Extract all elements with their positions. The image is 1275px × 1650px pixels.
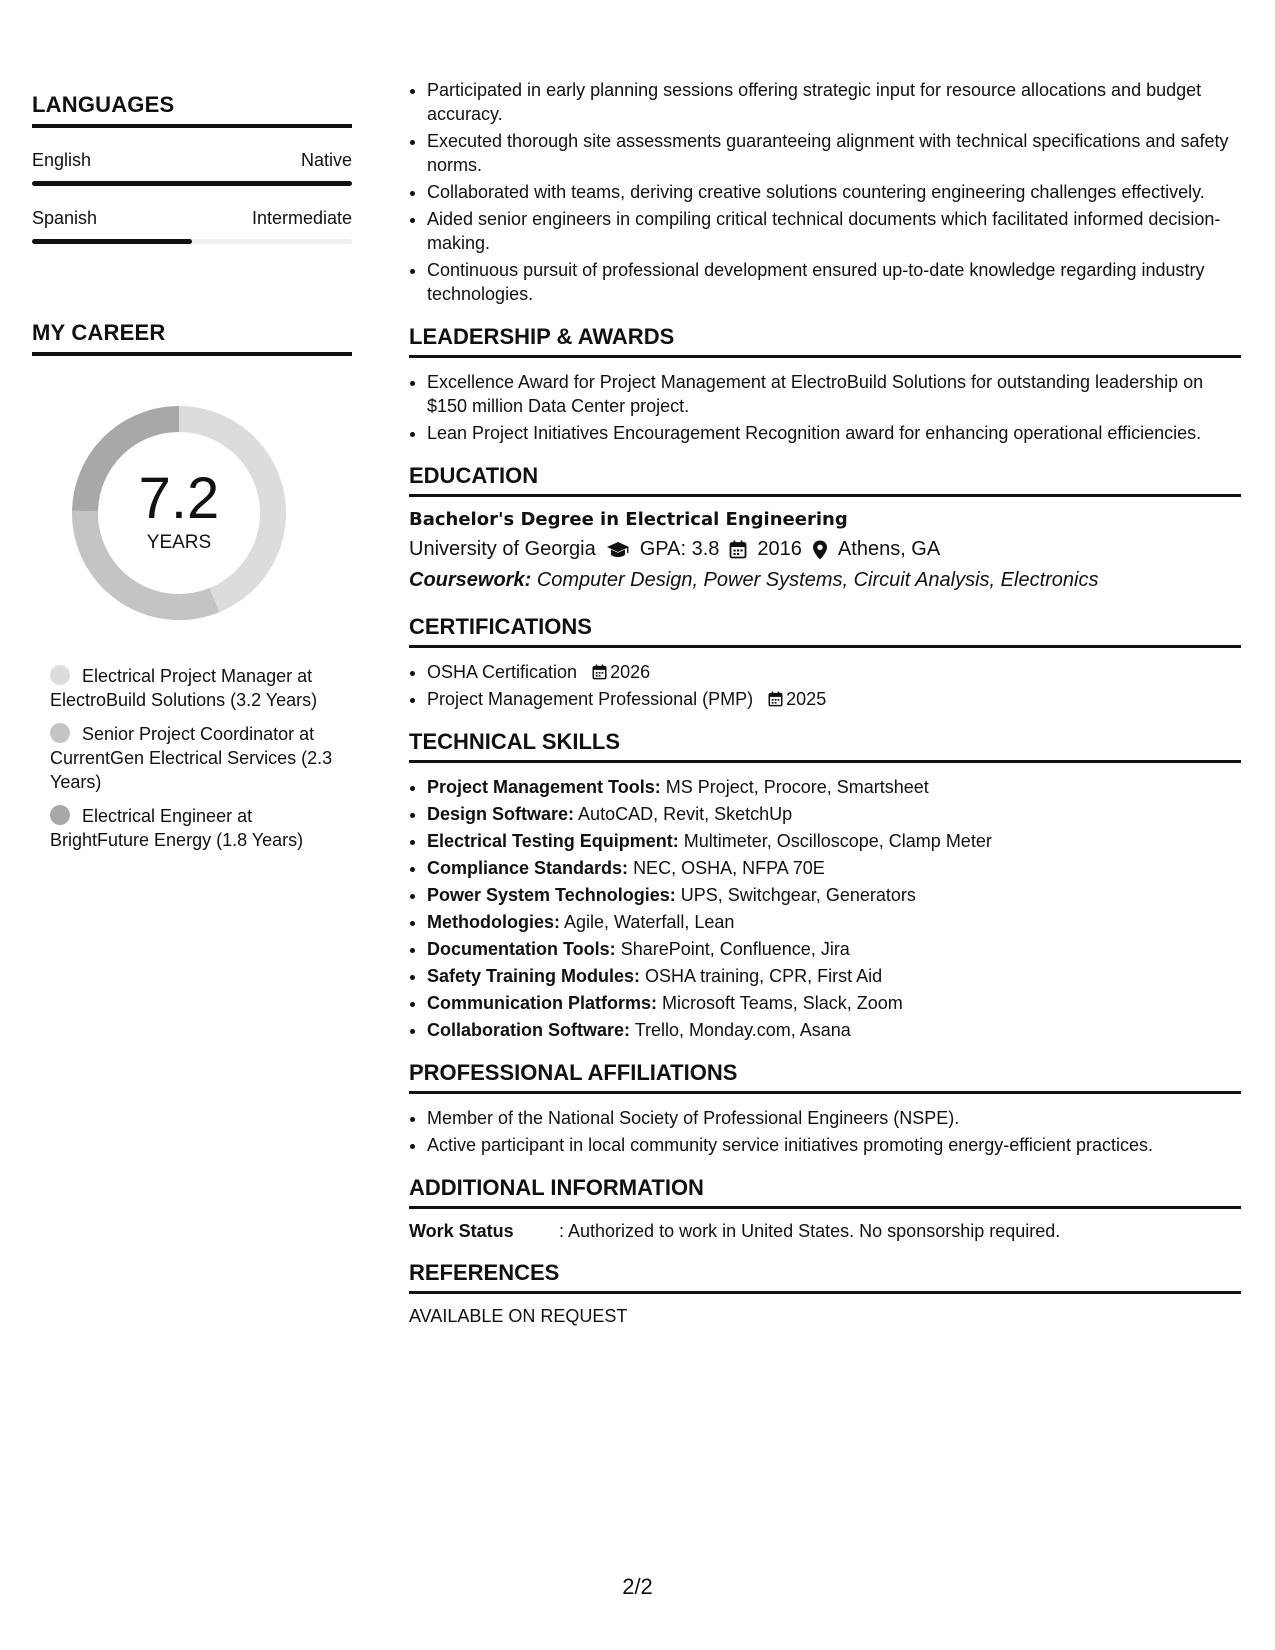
skill-value: NEC, OSHA, NFPA 70E xyxy=(633,858,825,878)
map-pin-icon xyxy=(812,538,828,561)
legend-dot-icon xyxy=(50,723,70,743)
affiliation-item: • Member of the National Society of Professional Engineers (NSPE). xyxy=(427,1106,1241,1130)
school-name: University of Georgia xyxy=(409,538,596,560)
career-legend-item xyxy=(50,664,340,712)
language-name: Spanish xyxy=(32,208,98,228)
skill-value: MS Project, Procore, Smartsheet xyxy=(665,777,929,797)
career-donut-chart xyxy=(64,398,294,628)
skill-value: SharePoint, Confluence, Jira xyxy=(620,939,850,959)
career-years-unit: YEARS xyxy=(146,532,212,553)
skill-label: Design Software: xyxy=(427,804,575,824)
certification-name: Project Management Professional (PMP) xyxy=(427,689,754,709)
award-item: • Lean Project Initiatives Encouragement Recognition award for enhancing operational efficiencies. xyxy=(427,421,1241,445)
additional-info-section xyxy=(409,1175,1241,1242)
career-total-years: 7.2 xyxy=(138,466,220,531)
legend-dot-icon xyxy=(50,805,70,825)
certification-item xyxy=(427,687,1241,711)
certifications-title: CERTIFICATIONS xyxy=(409,614,1241,648)
education-meta xyxy=(409,538,1241,561)
skill-value: OSHA training, CPR, First Aid xyxy=(645,966,883,986)
legend-dot-icon xyxy=(50,665,70,685)
skill-label: Safety Training Modules: xyxy=(427,966,641,986)
references-title: REFERENCES xyxy=(409,1260,1241,1294)
coursework xyxy=(409,569,1241,592)
language-item xyxy=(32,150,352,186)
career-legend-text: Electrical Engineer at BrightFuture Energy (1.8 Years) xyxy=(50,806,304,850)
skill-item xyxy=(427,775,1241,799)
language-name: English xyxy=(32,150,92,170)
work-status-row xyxy=(409,1221,1241,1242)
references-section xyxy=(409,1260,1241,1327)
leadership-title: LEADERSHIP & AWARDS xyxy=(409,324,1241,358)
skill-value: AutoCAD, Revit, SketchUp xyxy=(578,804,793,824)
work-status-label: Work Status xyxy=(409,1221,514,1241)
left-column xyxy=(32,92,352,862)
skill-label: Communication Platforms: xyxy=(427,993,658,1013)
language-level: Intermediate xyxy=(251,208,352,228)
skill-label: Power System Technologies: xyxy=(427,885,676,905)
education-section xyxy=(409,463,1241,592)
career-legend-item xyxy=(50,804,340,852)
skill-item xyxy=(427,910,1241,934)
certification-name: OSHA Certification xyxy=(427,662,578,682)
skill-label: Electrical Testing Equipment: xyxy=(427,831,679,851)
references-text: AVAILABLE ON REQUEST xyxy=(409,1306,628,1326)
calendar-icon xyxy=(729,538,747,561)
experience-bullet: • Aided senior engineers in compiling critical technical documents which facilitated informed decision-making. xyxy=(427,207,1241,255)
degree-name: Bachelor's Degree in Electrical Engineering xyxy=(409,509,848,530)
career-title: MY CAREER xyxy=(32,320,352,356)
skills-section xyxy=(409,729,1241,1042)
skill-item xyxy=(427,937,1241,961)
calendar-icon xyxy=(592,662,610,682)
language-level: Native xyxy=(300,150,352,170)
education-title: EDUCATION xyxy=(409,463,1241,497)
experience-bullet: • Collaborated with teams, deriving creative solutions countering engineering challenges effectively. xyxy=(427,180,1241,204)
skill-label: Collaboration Software: xyxy=(427,1020,631,1040)
skill-label: Documentation Tools: xyxy=(427,939,616,959)
skill-label: Compliance Standards: xyxy=(427,858,629,878)
affiliation-item: • Active participant in local community service initiatives promoting energy-efficient practices. xyxy=(427,1133,1241,1157)
calendar-icon xyxy=(768,689,786,709)
skill-item xyxy=(427,802,1241,826)
school-location: Athens, GA xyxy=(837,538,941,560)
certifications-section xyxy=(409,614,1241,711)
coursework-label: Coursework: xyxy=(409,569,532,591)
affiliations-title: PROFESSIONAL AFFILIATIONS xyxy=(409,1060,1241,1094)
experience-bullet: • Continuous pursuit of professional development ensured up-to-date knowledge regarding industry technologies. xyxy=(427,258,1241,306)
skill-item xyxy=(427,883,1241,907)
additional-info-title: ADDITIONAL INFORMATION xyxy=(409,1175,1241,1209)
right-column xyxy=(409,78,1241,1327)
skill-item xyxy=(427,829,1241,853)
skill-item xyxy=(427,856,1241,880)
coursework-list: Computer Design, Power Systems, Circuit Analysis, Electronics xyxy=(536,569,1099,591)
skill-item xyxy=(427,964,1241,988)
skills-title: TECHNICAL SKILLS xyxy=(409,729,1241,763)
certification-year: 2026 xyxy=(610,662,651,682)
skill-item xyxy=(427,991,1241,1015)
skill-label: Methodologies: xyxy=(427,912,560,932)
award-item: • Excellence Award for Project Management at ElectroBuild Solutions for outstanding leadership on $150 million Data Center project. xyxy=(427,370,1241,418)
leadership-section xyxy=(409,324,1241,445)
affiliations-section xyxy=(409,1060,1241,1157)
language-proficiency-fill xyxy=(32,239,192,244)
graduation-cap-icon xyxy=(606,538,630,561)
skill-value: Microsoft Teams, Slack, Zoom xyxy=(662,993,903,1013)
career-legend-item xyxy=(50,722,340,794)
graduation-year: 2016 xyxy=(757,538,802,560)
skill-value: UPS, Switchgear, Generators xyxy=(680,885,916,905)
gpa: GPA: 3.8 xyxy=(639,538,720,560)
language-proficiency-fill xyxy=(32,181,352,186)
language-item xyxy=(32,208,352,244)
experience-bullet: • Executed thorough site assessments guaranteeing alignment with technical specifications and safety norms. xyxy=(427,129,1241,177)
certification-item xyxy=(427,660,1241,684)
career-legend-text: Senior Project Coordinator at CurrentGen Electrical Services (2.3 Years) xyxy=(50,724,333,792)
work-status-value: : Authorized to work in United States. No sponsorship required. xyxy=(559,1221,1061,1241)
career-legend-text: Electrical Project Manager at ElectroBuild Solutions (3.2 Years) xyxy=(50,666,318,710)
skill-item xyxy=(427,1018,1241,1042)
career-legend xyxy=(50,664,340,852)
experience-bullet: • Participated in early planning sessions offering strategic input for resource allocations and budget accuracy. xyxy=(427,78,1241,126)
languages-title: LANGUAGES xyxy=(32,92,352,128)
page-number: 2/2 xyxy=(622,1574,653,1599)
language-proficiency-bar xyxy=(32,181,352,186)
certification-year: 2025 xyxy=(786,689,827,709)
skill-value: Multimeter, Oscilloscope, Clamp Meter xyxy=(683,831,992,851)
skill-value: Trello, Monday.com, Asana xyxy=(634,1020,851,1040)
skill-value: Agile, Waterfall, Lean xyxy=(564,912,735,932)
language-proficiency-bar xyxy=(32,239,352,244)
skill-label: Project Management Tools: xyxy=(427,777,661,797)
experience-bullets xyxy=(409,78,1241,306)
